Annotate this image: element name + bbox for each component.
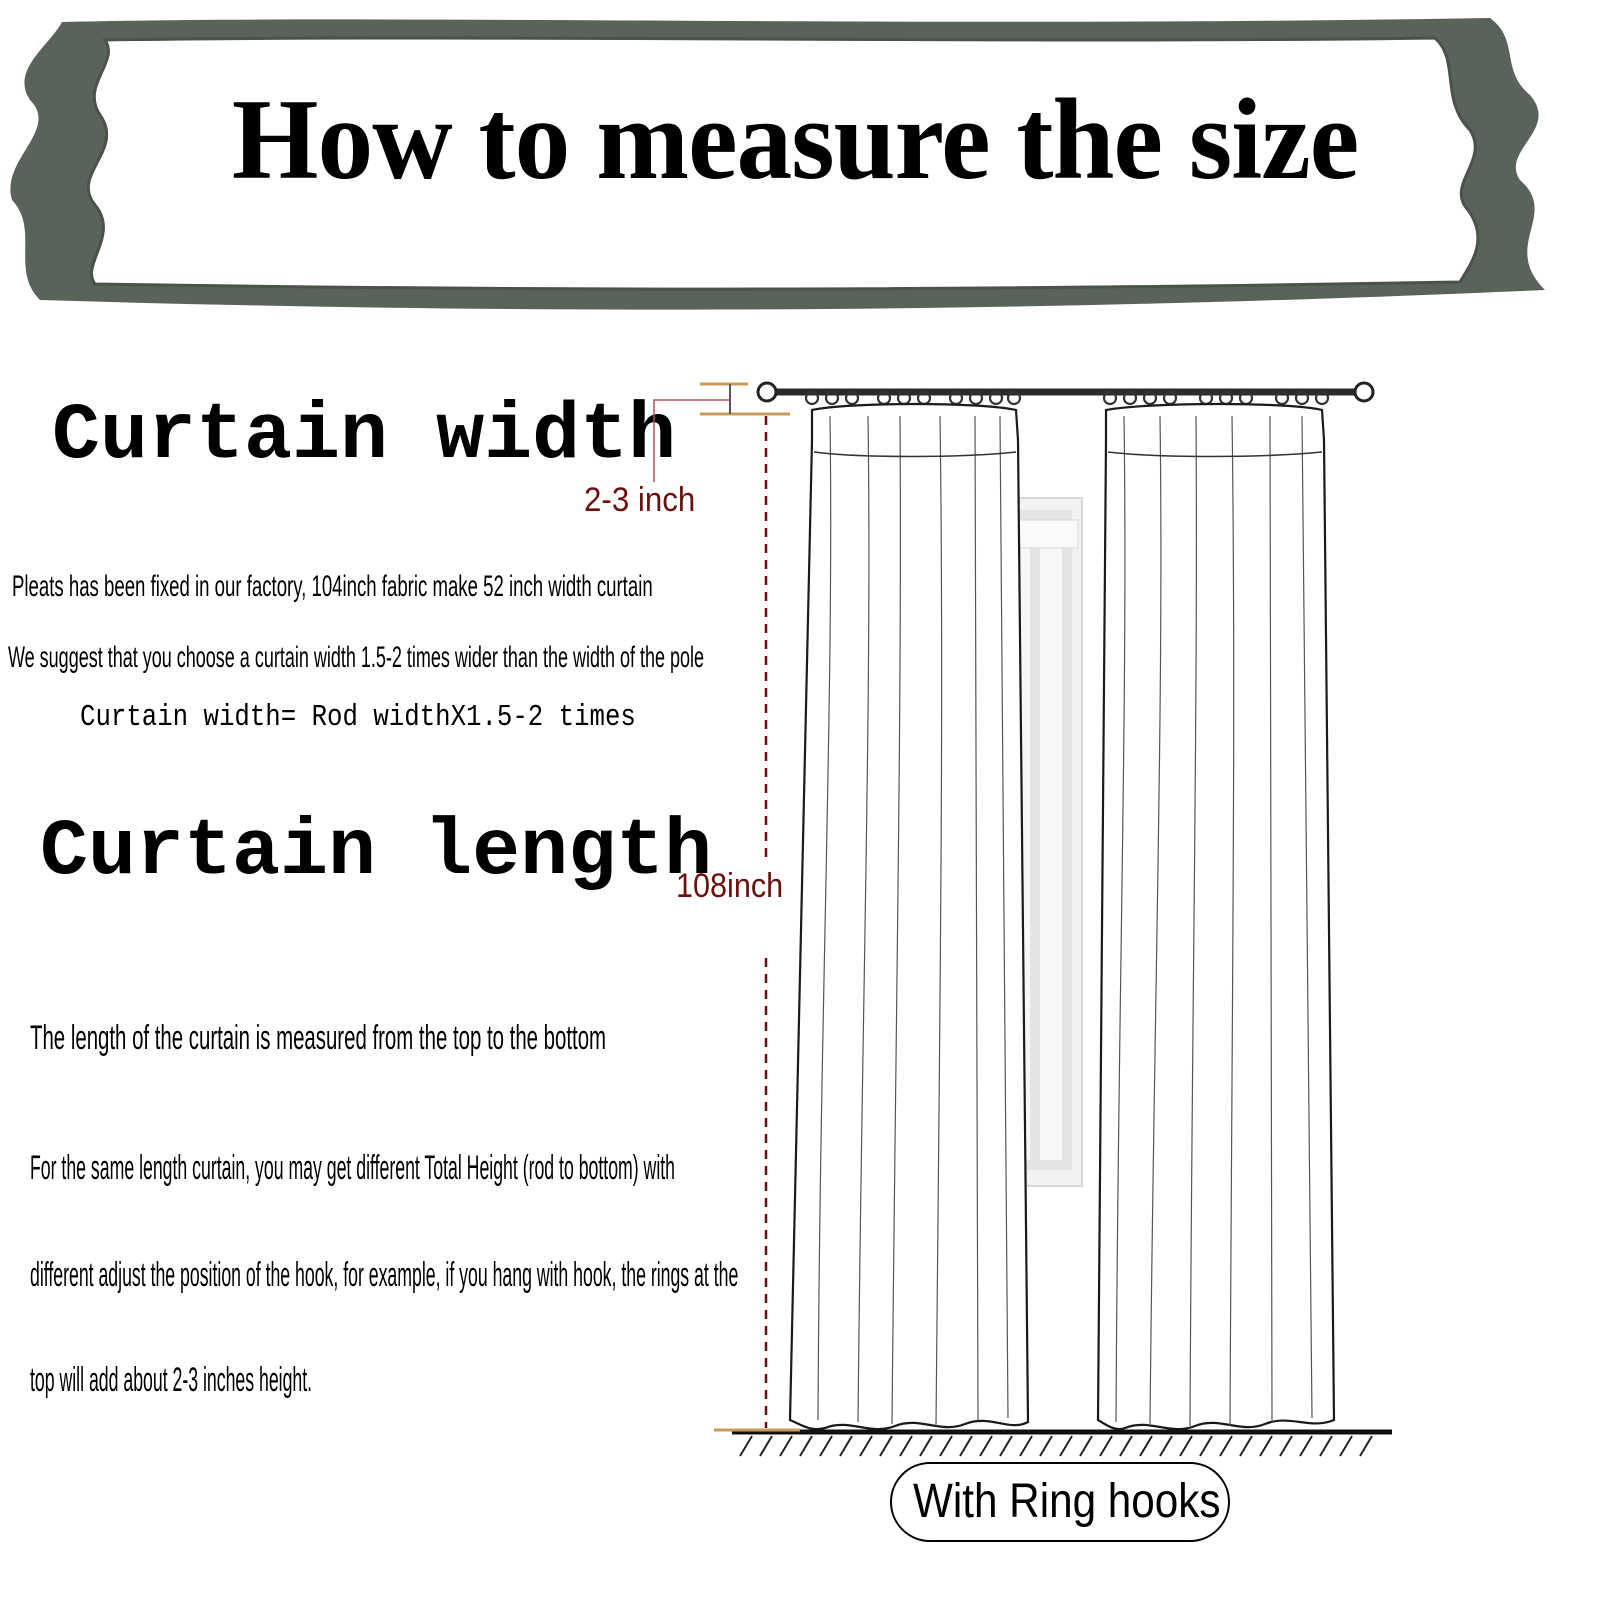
length-note-measure: The length of the curtain is measured from the top to the bottom [30, 1019, 607, 1057]
width-formula: Curtain width= Rod widthX1.5-2 times [80, 700, 636, 735]
ring-hooks-badge [890, 1462, 1230, 1542]
length-note-total-height: For the same length curtain, you may get different Total Height (rod to bottom) with [30, 1149, 675, 1187]
length-dimension [714, 416, 800, 1430]
length-value-label: 108inch [676, 867, 784, 905]
width-note-pleats: Pleats has been fixed in our factory, 104inch fabric make 52 inch width curtain [12, 570, 653, 603]
length-note-added-height: top will add about 2-3 inches height. [30, 1361, 313, 1399]
length-note-hook-position: different adjust the position of the hook, for example, if you hang with hook, the rings at the [30, 1256, 739, 1294]
ring-hooks-label: With Ring hooks [912, 1475, 1221, 1528]
curtain-rod-icon [758, 383, 1373, 404]
page-title: How to measure the size [231, 76, 1359, 204]
curtain-width-heading: Curtain width [52, 391, 677, 482]
floor-hatch-icon [732, 1432, 1392, 1456]
header-gap-label: 2-3 inch [584, 481, 696, 519]
right-curtain-panel [1098, 404, 1334, 1429]
curtain-length-heading: Curtain length [40, 807, 713, 898]
left-curtain-panel [790, 404, 1028, 1429]
width-note-suggestion: We suggest that you choose a curtain width 1.5-2 times wider than the width of the pole [8, 641, 705, 674]
